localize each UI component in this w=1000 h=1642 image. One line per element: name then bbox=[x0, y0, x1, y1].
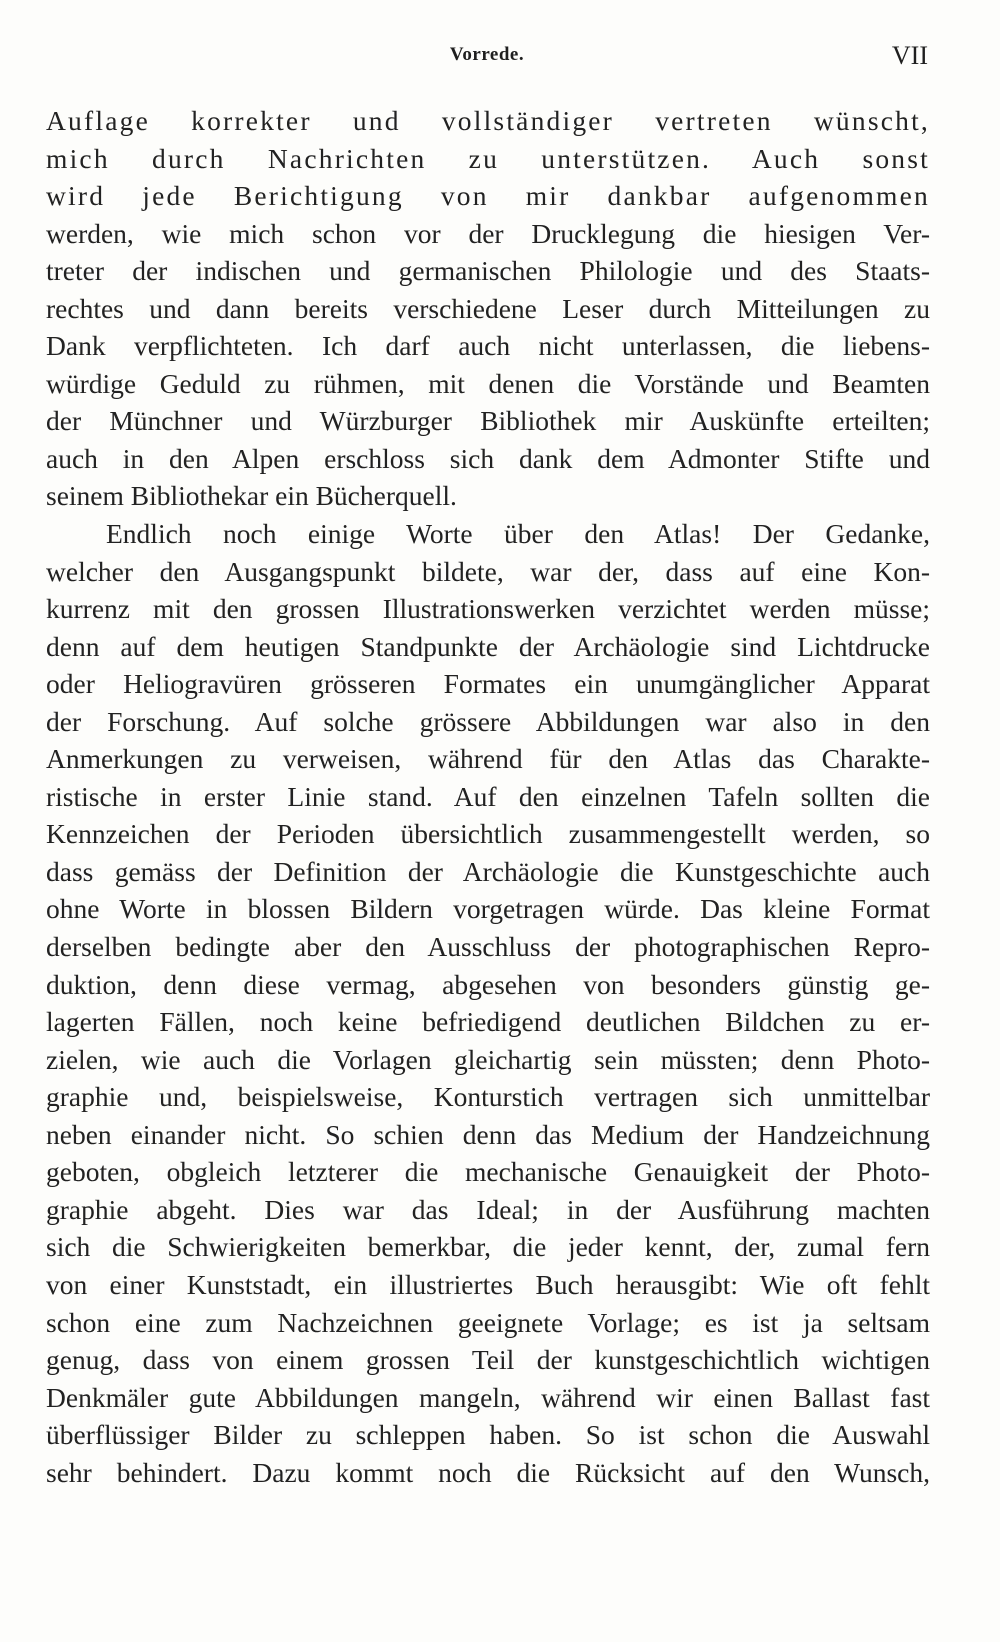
text-line: Endlich noch einige Worte über den Atlas! Der Gedanke, bbox=[106, 518, 930, 550]
text-line: der Forschung. Auf solche grössere Abbildungen war also in den bbox=[46, 705, 930, 737]
text-line: Denkmäler gute Abbildungen mangeln, während wir einen Ballast fast bbox=[46, 1381, 930, 1413]
page-header bbox=[46, 41, 928, 76]
text-line: wird jede Berichtigung von mir dankbar aufgenommen bbox=[46, 180, 930, 212]
text-line: werden, wie mich schon vor der Drucklegung die hiesigen Ver- bbox=[46, 217, 930, 249]
text-line: graphie abgeht. Dies war das Ideal; in der Ausführung machten bbox=[46, 1193, 930, 1225]
text-line: sehr behindert. Dazu kommt noch die Rücksicht auf den Wunsch, bbox=[46, 1456, 930, 1488]
text-line: Kennzeichen der Perioden übersichtlich zusammengestellt werden, so bbox=[46, 818, 930, 850]
text-line: duktion, denn diese vermag, abgesehen von besonders günstig ge- bbox=[46, 968, 930, 1000]
text-line: Dank verpflichteten. Ich darf auch nicht unterlassen, die liebens- bbox=[46, 330, 930, 362]
text-line: Auflage korrekter und vollständiger vertreten wünscht, bbox=[46, 105, 930, 136]
text-line: mich durch Nachrichten zu unterstützen. Auch sonst bbox=[46, 142, 930, 174]
text-line: dass gemäss der Definition der Archäologie die Kunstgeschichte auch bbox=[46, 855, 930, 887]
running-title: Vorrede. bbox=[449, 44, 525, 65]
text-line: graphie und, beispielsweise, Konturstich vertragen sich unmittelbar bbox=[46, 1081, 930, 1113]
text-line: kurrenz mit den grossen Illustrationswerken verzichtet werden müsse; bbox=[46, 593, 930, 625]
text-line: ristische in erster Linie stand. Auf den einzelnen Tafeln sollten die bbox=[46, 780, 930, 812]
page-number: VII bbox=[891, 41, 928, 70]
text-line: zielen, wie auch die Vorlagen gleichartig sein müssten; denn Photo- bbox=[46, 1043, 930, 1075]
text-line: rechtes und dann bereits verschiedene Leser durch Mitteilungen zu bbox=[46, 292, 930, 324]
text-line: schon eine zum Nachzeichnen geeignete Vorlage; es ist ja seltsam bbox=[46, 1306, 930, 1338]
text-line: überflüssiger Bilder zu schleppen haben. So ist schon die Auswahl bbox=[46, 1419, 930, 1451]
text-line: sich die Schwierigkeiten bemerkbar, die jeder kennt, der, zumal fern bbox=[46, 1231, 930, 1263]
text-line: Anmerkungen zu verweisen, während für den Atlas das Charakte- bbox=[46, 743, 930, 775]
text-line: denn auf dem heutigen Standpunkte der Archäologie sind Lichtdrucke bbox=[46, 630, 930, 662]
text-line: lagerten Fällen, noch keine befriedigend deutlichen Bildchen zu er- bbox=[46, 1006, 930, 1038]
text-line: derselben bedingte aber den Ausschluss der photographischen Repro- bbox=[46, 931, 930, 963]
text-line: oder Heliogravüren grösseren Formates ein unumgänglicher Apparat bbox=[46, 668, 930, 700]
text-line: von einer Kunststadt, ein illustriertes Buch herausgibt: Wie oft fehlt bbox=[46, 1268, 930, 1300]
body-text bbox=[46, 102, 930, 1491]
text-line: seinem Bibliothekar ein Bücherquell. bbox=[46, 480, 457, 512]
text-line: welcher den Ausgangspunkt bildete, war der, dass auf eine Kon- bbox=[46, 555, 930, 587]
text-line: genug, dass von einem grossen Teil der kunstgeschichtlich wichtigen bbox=[46, 1344, 930, 1376]
text-line: treter der indischen und germanischen Philologie und des Staats- bbox=[46, 255, 930, 287]
text-line: auch in den Alpen erschloss sich dank dem Admonter Stifte und bbox=[46, 442, 930, 474]
text-line: ohne Worte in blossen Bildern vorgetragen würde. Das kleine Format bbox=[46, 893, 930, 925]
text-line: würdige Geduld zu rühmen, mit denen die Vorstände und Beamten bbox=[46, 367, 930, 399]
text-line: geboten, obgleich letzterer die mechanische Genauigkeit der Photo- bbox=[46, 1156, 930, 1188]
text-line: neben einander nicht. So schien denn das Medium der Handzeichnung bbox=[46, 1118, 930, 1150]
text-line: der Münchner und Würzburger Bibliothek mir Auskünfte erteilten; bbox=[46, 405, 930, 437]
